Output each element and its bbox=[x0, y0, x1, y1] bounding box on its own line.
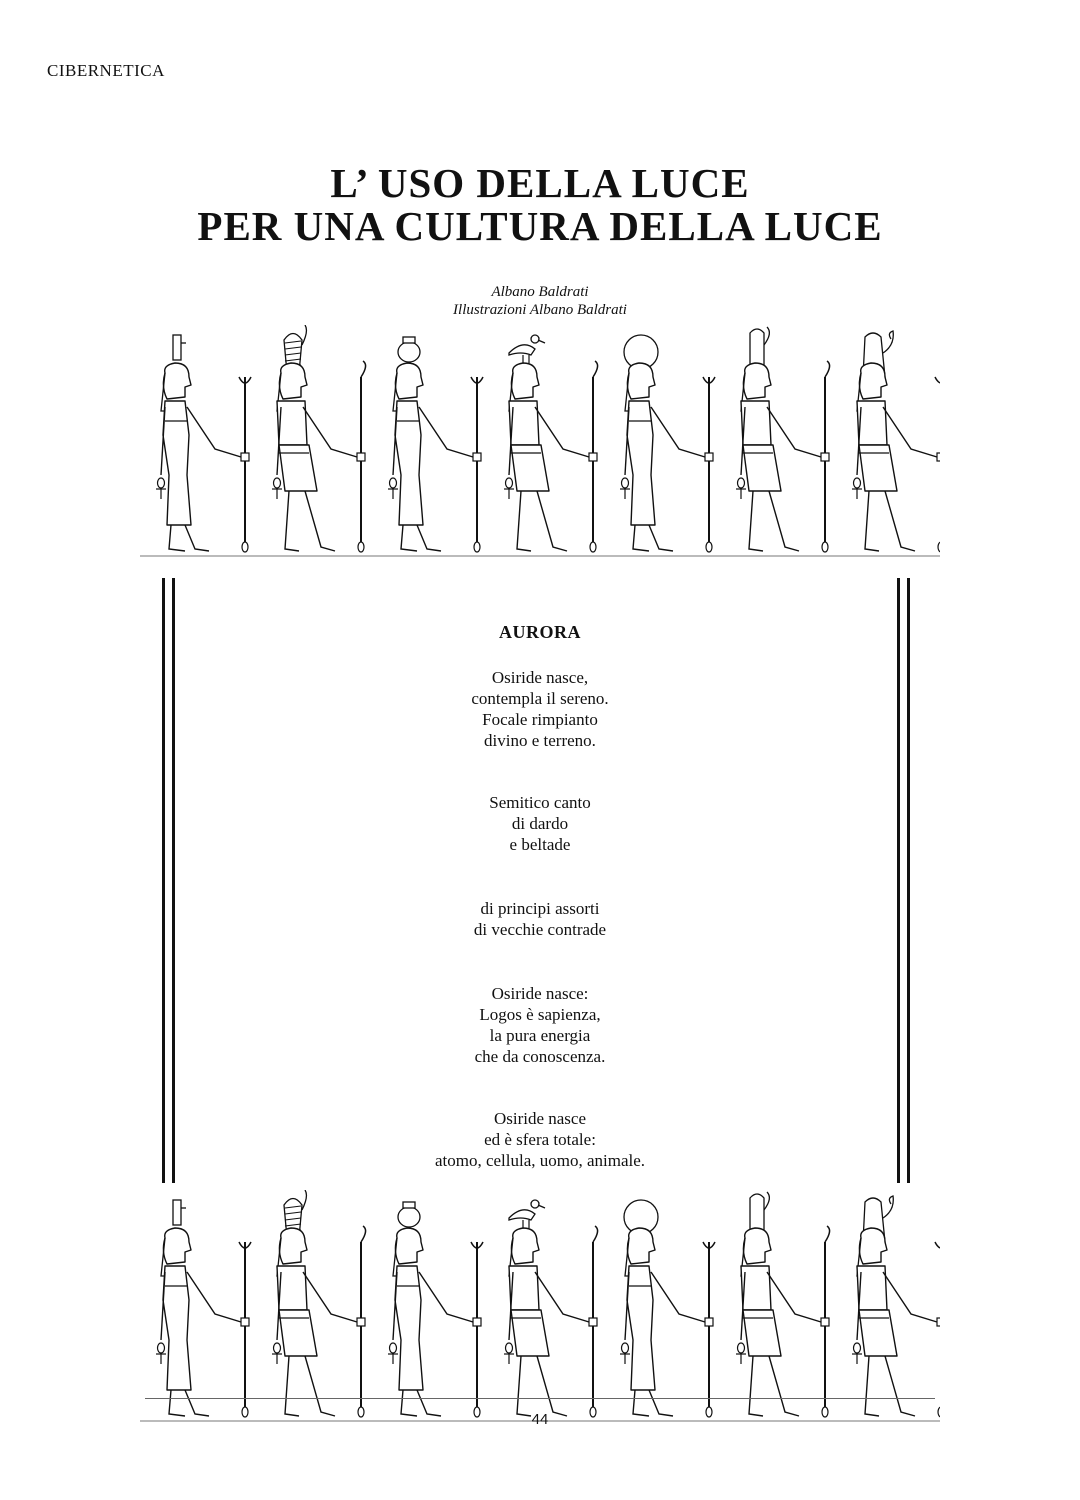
illustration-credit: Illustrazioni Albano Baldrati bbox=[453, 302, 627, 318]
stanza-3 bbox=[0, 898, 1080, 940]
osiris-figure bbox=[272, 325, 366, 552]
stanza-2 bbox=[0, 792, 1080, 855]
section-label: CIBERNETICA bbox=[47, 61, 165, 80]
amun-figure bbox=[736, 327, 830, 552]
sekhmet-figure bbox=[620, 1200, 715, 1417]
stanza-line: la pura energia bbox=[489, 1026, 591, 1045]
poem-title: AURORA bbox=[499, 622, 581, 642]
stanza-line: Osiride nasce bbox=[493, 1109, 587, 1128]
sekhmet-figure bbox=[620, 335, 715, 552]
amun-figure bbox=[736, 1192, 830, 1417]
thoth-figure bbox=[504, 1200, 598, 1417]
stanza-4 bbox=[0, 983, 1080, 1067]
stanza-line: di principi assorti bbox=[480, 899, 600, 918]
horus-figure bbox=[852, 1196, 940, 1417]
stanza-line: divino e terreno. bbox=[484, 731, 596, 750]
osiris-figure bbox=[272, 1190, 366, 1417]
stanza-line: Osiride nasce: bbox=[491, 984, 589, 1003]
thoth-figure bbox=[504, 335, 598, 552]
frieze-baseline bbox=[145, 1398, 935, 1399]
isis-figure bbox=[156, 1200, 251, 1417]
stanza-line: atomo, cellula, uomo, animale. bbox=[434, 1151, 646, 1170]
stanza-1 bbox=[0, 667, 1080, 751]
byline bbox=[0, 283, 1080, 319]
stanza-line: contempla il sereno. bbox=[471, 689, 609, 708]
egyptian-frieze-bottom bbox=[140, 1190, 940, 1430]
page-number: 44 bbox=[531, 1411, 549, 1428]
frieze-bottom-svg bbox=[140, 1190, 940, 1430]
frieze-top-svg bbox=[140, 325, 940, 565]
nephthys-figure bbox=[388, 337, 483, 552]
stanza-line: Focale rimpianto bbox=[482, 710, 598, 729]
title-line-1: L’ USO DELLA LUCE bbox=[330, 160, 750, 206]
stanza-5 bbox=[0, 1108, 1080, 1171]
stanza-line: che da conoscenza. bbox=[474, 1047, 606, 1066]
horus-figure bbox=[852, 331, 940, 552]
stanza-line: Logos è sapienza, bbox=[479, 1005, 601, 1024]
stanza-line: di dardo bbox=[511, 814, 569, 833]
stanza-line: e beltade bbox=[509, 835, 571, 854]
author-name: Albano Baldrati bbox=[491, 284, 589, 300]
title-line-2: PER UNA CULTURA DELLA LUCE bbox=[197, 203, 883, 249]
egyptian-frieze-top bbox=[140, 325, 940, 565]
stanza-line: Semitico canto bbox=[489, 793, 591, 812]
nephthys-figure bbox=[388, 1202, 483, 1417]
stanza-line: ed è sfera totale: bbox=[484, 1130, 596, 1149]
stanza-line: Osiride nasce, bbox=[491, 668, 589, 687]
stanza-line: di vecchie contrade bbox=[473, 920, 607, 939]
article-title bbox=[0, 160, 1080, 249]
isis-figure bbox=[156, 335, 251, 552]
